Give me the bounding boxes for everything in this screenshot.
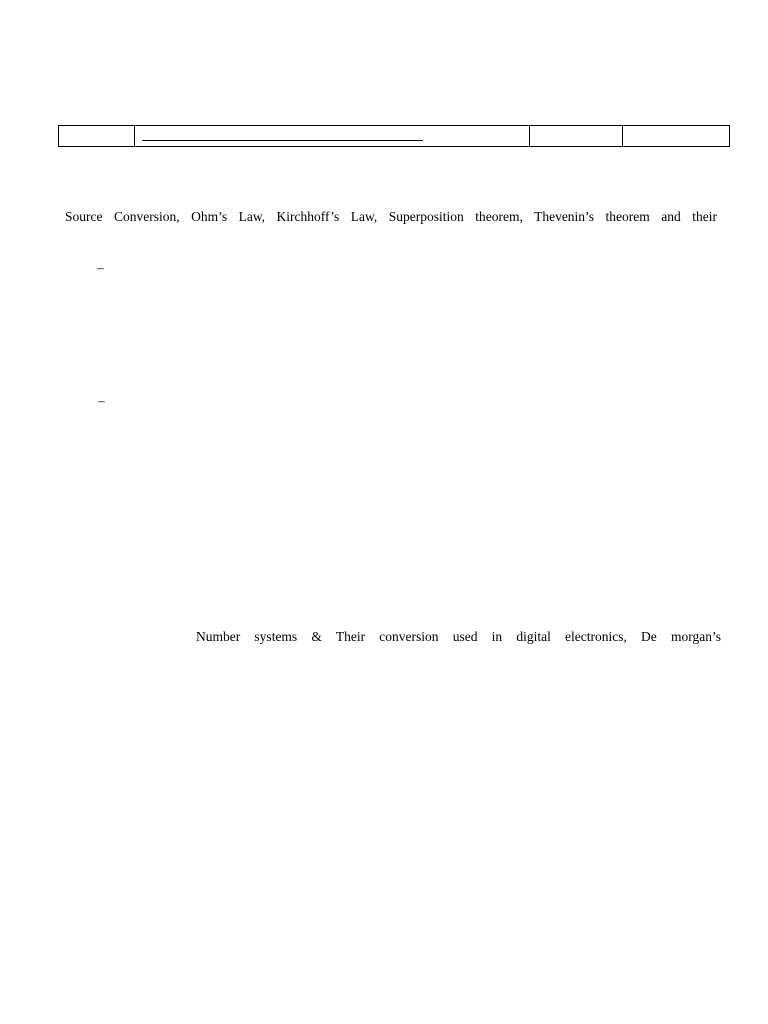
header-cell-1 (59, 126, 135, 147)
header-table (58, 125, 730, 147)
body-text-line-1: Source Conversion, Ohm’s Law, Kirchhoff’s Law, Superposition theorem, Thevenin’s theorem and their (65, 209, 717, 224)
list-dash-1: – (97, 260, 104, 275)
title-underline (142, 140, 423, 141)
body-text-line-2: Number systems & Their conversion used in digital electronics, De morgan’s (196, 629, 721, 644)
header-cell-4 (623, 126, 730, 147)
header-cell-title (135, 126, 530, 147)
list-dash-2: – (98, 393, 105, 408)
header-cell-3 (530, 126, 623, 147)
header-row (59, 126, 730, 147)
